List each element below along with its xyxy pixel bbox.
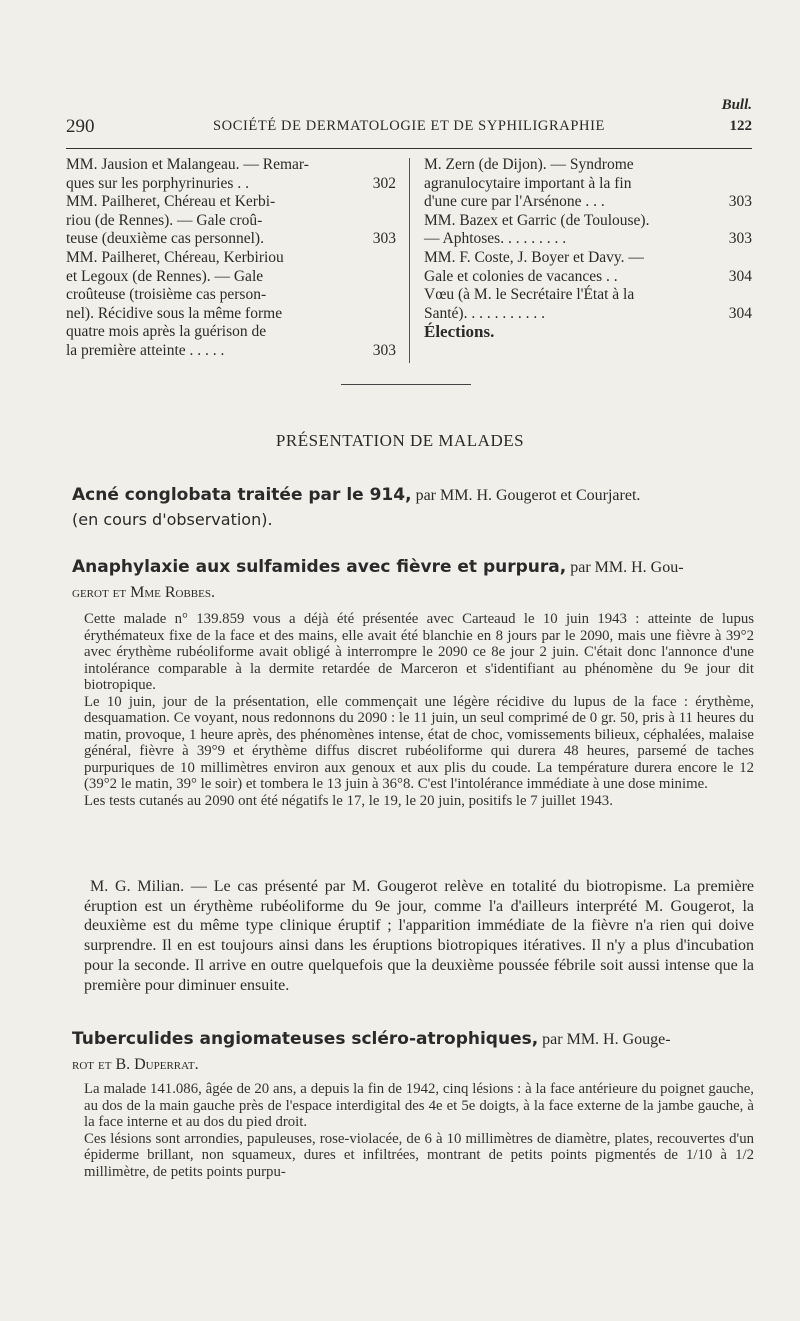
toc-entry	[424, 286, 752, 323]
toc-entry	[66, 193, 396, 249]
milian-comment	[84, 877, 754, 995]
article-2-paragraph-3: Les tests cutanés au 2090 ont été négatifs le 17, le 19, le 20 juin, positifs le 7 juillet 1943.	[84, 792, 613, 809]
toc-entry	[66, 156, 396, 193]
toc-entry-line: MM. F. Coste, J. Boyer et Davy. —	[424, 248, 644, 266]
article-3-paragraph-1: La malade 141.086, âgée de 20 ans, a depuis la fin de 1942, cinq lésions : à la face antérieure du poignet gauche, au dos de la main gauche près de l'espace interdigital des 4e et 5e doigts, à la face externe de la jambe gauche, à la face interne et au dos du pied droit.	[84, 1081, 754, 1130]
running-title: SOCIÉTÉ DE DERMATOLOGIE ET DE SYPHILIGRAPHIE	[213, 118, 605, 134]
toc-entry-line: MM. Jausion et Malangeau. — Remar-	[66, 156, 309, 173]
section-title: PRÉSENTATION DE MALADES	[275, 431, 525, 450]
toc-page-number: 302	[372, 174, 396, 192]
toc-entry-line: MM. Pailheret, Chéreau et Kerbi-	[66, 193, 276, 211]
article-3-title: Tuberculides angiomateuses scléro-atrophiques,	[72, 1029, 539, 1049]
toc-entry-line: riou (de Rennes). — Gale croû-	[66, 211, 263, 229]
article-1-heading	[72, 483, 752, 532]
article-1-subtitle: (en cours d'observation).	[72, 510, 273, 529]
article-3-heading	[72, 1027, 752, 1077]
article-2-body	[84, 611, 754, 809]
article-1-title: Acné conglobata traitée par le 914,	[72, 485, 412, 505]
article-2-heading	[72, 555, 752, 605]
milian-paragraph: M. G. Milian. — Le cas présenté par M. Gougerot relève en totalité du biotropisme. La première éruption est un érythème rubéoliforme du 9e jour, comme l'a d'ailleurs interprété M. Gougerot, la deuxième est du même type clinique éruptif ; l'apparition immédiate de la fièvre n'a rien qui doive surprendre. Il en est toujours ainsi dans les éruptions biotropiques itératives. Il n'y a plus d'incubation pour la seconde. Il arrive en outre quelquefois que la deuxième poussée fébrile soit aussi intense que la première pour diminuer ensuite.	[84, 878, 754, 994]
toc-right-column	[424, 156, 752, 342]
page-number: 290	[66, 116, 95, 137]
article-2-byline-cont: gerot et Mme Robbes.	[72, 584, 215, 601]
article-2-paragraph-2: Le 10 juin, jour de la présentation, elle commençait une légère récidive du lupus de la face : érythème, desquamation. Ce voyant, nous redonnons du 2090 : le 11 juin, un seul comprimé de 0 gr. 50, pris à 11 heures du matin, provoque, 1 heure après, des phénomènes intense, état de choc, vomissements bilieux, céphalées, malaise général, fièvre à 39°9 et érythème diffus discret rubéoliforme qui durera 48 heures, parsemé de taches purpuriques de 10 millimètres environ aux genoux et aux plis du coude. La température durera encore le 12 (39°2 le matin, 39° le soir) et tombera le 13 juin à 36°8. C'est l'intolérance immédiate à une dose minime.	[84, 693, 754, 792]
header-rule	[66, 148, 752, 149]
toc-entry-line: quatre mois après la guérison de	[66, 323, 267, 341]
article-3-byline-cont: rot et B. Duperrat.	[72, 1056, 199, 1073]
toc-page-number: 303	[728, 230, 752, 248]
toc-entry-line: MM. Bazex et Garric (de Toulouse).	[424, 211, 650, 229]
toc-entry-line: croûteuse (troisième cas person-	[66, 286, 267, 304]
article-2-byline: par MM. H. Gou-	[566, 559, 684, 576]
toc-entry-line: M. Zern (de Dijon). — Syndrome	[424, 156, 634, 173]
toc-entry-line: MM. Pailheret, Chéreau, Kerbiriou	[66, 248, 284, 266]
article-1-byline: par MM. H. Gougerot et Courjaret.	[411, 487, 641, 504]
toc-entry-line: d'une cure par l'Arsénone . . .	[424, 193, 605, 211]
toc-entry-line: teuse (deuxième cas personnel).	[66, 230, 264, 248]
toc-entry-line: Santé). . . . . . . . . . .	[424, 304, 545, 322]
toc-entry-line: et Legoux (de Rennes). — Gale	[66, 267, 264, 285]
article-3-byline: par MM. H. Gouge-	[538, 1031, 671, 1048]
article-2-paragraph-1: Cette malade n° 139.859 vous a déjà été présentée avec Carteaud le 10 juin 1943 : atteinte de lupus érythémateux fixe de la face et des mains, elle avait été blanchie en 8 jours par le 2090, mais une fièvre à 39°2 avec érythème rubéoliforme avait obligé à interrompre le 2090 ce 8e jour 2 juin. C'était donc l'annonce d'une intolérance comparable à la dermite retardée de Marceron et s'identifiant au phénomène du 9e jour dit biotropique.	[84, 611, 754, 693]
toc-elections: Élections.	[424, 322, 495, 342]
bull-label: Bull.	[721, 97, 752, 113]
toc-entry	[424, 212, 752, 249]
toc-entry-line: nel). Récidive sous la même forme	[66, 304, 283, 322]
toc-page-number: 303	[372, 341, 396, 359]
toc-entry-line: Vœu (à M. le Secrétaire l'État à la	[424, 286, 635, 304]
toc-entry	[66, 249, 396, 361]
toc-left-column	[66, 156, 396, 361]
running-header	[66, 116, 752, 142]
toc-divider	[409, 158, 410, 363]
toc-entry	[424, 156, 752, 212]
toc-page-number: 303	[728, 193, 752, 211]
section-rule	[341, 384, 471, 385]
article-3-body	[84, 1081, 754, 1180]
toc-page-number: 304	[728, 304, 752, 322]
toc-page-number: 304	[728, 267, 752, 285]
toc-entry-line: — Aphtoses. . . . . . . . .	[424, 230, 567, 248]
toc-entry-line: Gale et colonies de vacances . .	[424, 267, 618, 285]
toc-entry-line: agranulocytaire important à la fin	[424, 174, 632, 192]
toc-entry	[424, 249, 752, 286]
article-3-paragraph-2: Ces lésions sont arrondies, papuleuses, rose-violacée, de 6 à 10 millimètres de diamètre, plates, recouvertes d'un épiderme brillant, non squameux, dures et infiltrées, montrant de petits points pigmentés de 1/10 à 1/2 millimètre, de petits points purpu-	[84, 1130, 754, 1180]
article-2-title: Anaphylaxie aux sulfamides avec fièvre et purpura,	[72, 557, 567, 577]
toc-page-number: 303	[372, 230, 396, 248]
toc-entry-line: la première atteinte . . . . .	[66, 341, 225, 359]
toc-entry-line: ques sur les porphyrinuries . .	[66, 174, 249, 192]
volume-number: 122	[729, 118, 752, 134]
